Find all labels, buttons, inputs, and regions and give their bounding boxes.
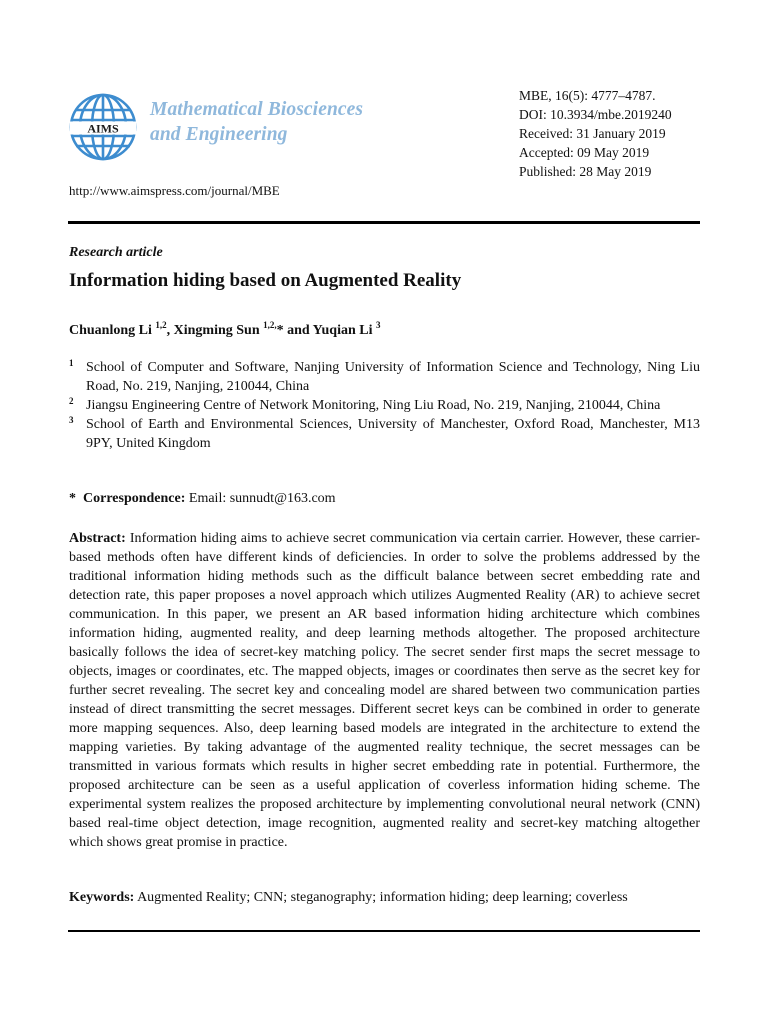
affiliation-list bbox=[69, 358, 700, 453]
affiliation-item bbox=[69, 396, 700, 415]
aims-globe-logo bbox=[68, 92, 138, 162]
meta-accepted: Accepted: 09 May 2019 bbox=[519, 145, 650, 160]
footer-divider bbox=[68, 930, 700, 932]
author-name: Yuqian Li bbox=[312, 323, 373, 338]
affiliation-number: 1 bbox=[69, 358, 74, 368]
abstract-label: Abstract: bbox=[69, 531, 126, 546]
correspondence-label: Correspondence: bbox=[83, 491, 186, 506]
meta-received: Received: 31 January 2019 bbox=[519, 126, 666, 141]
author-name: Xingming Sun bbox=[173, 323, 260, 338]
affiliation-number: 3 bbox=[69, 415, 74, 425]
correspondence bbox=[69, 491, 336, 507]
affiliation-number: 2 bbox=[69, 396, 74, 406]
journal-url[interactable]: http://www.aimspress.com/journal/MBE bbox=[69, 183, 280, 198]
abstract-text: Information hiding aims to achieve secret communication via certain carrier. However, these carrier-based methods often have different kinds of deficiencies. In order to solve the problems addressed by the traditional information hiding methods such as the difficult balance between secret embedding rate and detection rate, this paper proposes a novel approach which utilizes Augmented Reality (AR) to achieve secret communication. In this paper, we present an AR based information hiding architecture which combines information hiding, augmented reality, and deep learning methods altogether. The proposed architecture basically follows the idea of secret-key matching policy. The secret sender first maps the secret message to objects, images or coordinates, etc. The mapped objects, images or coordinates then serve as the secret key for further secret revealing. The secret key and concealing model are shared between two communication parties instead of direct transmitting the secret messages. Different secret keys can be combined in order to generate more mapping sequences. Also, deep learning based models are integrated in the architecture to extend the mapping varieties. By taking advantage of the augmented reality technique, the secret messages can be transmitted in various formats which results in higher secret embedding rate in potential. Furthermore, the proposed architecture can be seen as a useful application of coverless information hiding scheme. The experimental system realizes the proposed architecture by implementing convolutional neural network (CNN) based real-time object detection, image recognition, augmented reality and secret-key matching altogether which shows great promise in practice. bbox=[69, 531, 700, 850]
author-affil-sup: 1,2, bbox=[263, 320, 277, 330]
affiliation-text: School of Computer and Software, Nanjing University of Information Science and Technology, Ning Liu Road, No. 219, Nanjing, 210044, China bbox=[86, 360, 700, 394]
header-divider bbox=[68, 221, 700, 224]
affiliation-item bbox=[69, 358, 700, 396]
author-name: Chuanlong Li bbox=[69, 323, 152, 338]
affiliation-text: Jiangsu Engineering Centre of Network Monitoring, Ning Liu Road, No. 219, Nanjing, 210044, China bbox=[86, 398, 661, 413]
journal-name-line1: Mathematical Biosciences bbox=[150, 99, 364, 120]
keywords-label: Keywords: bbox=[69, 890, 135, 905]
journal-name-line2: and Engineering bbox=[150, 124, 288, 145]
correspondence-marker: * bbox=[69, 491, 76, 506]
keywords bbox=[69, 890, 628, 906]
meta-doi: DOI: 10.3934/mbe.2019240 bbox=[519, 107, 672, 122]
meta-published: Published: 28 May 2019 bbox=[519, 164, 652, 179]
affiliation-text: School of Earth and Environmental Sciences, University of Manchester, Oxford Road, Manchester, M13 9PY, United Kingdom bbox=[86, 417, 700, 451]
author-separator: , bbox=[166, 323, 174, 338]
journal-name bbox=[150, 97, 363, 147]
keywords-text: Augmented Reality; CNN; steganography; information hiding; deep learning; coverless bbox=[137, 890, 628, 905]
meta-citation: MBE, 16(5): 4777–4787. bbox=[519, 88, 656, 103]
logo-text: AIMS bbox=[87, 121, 119, 136]
author-affil-sup: 1,2 bbox=[155, 320, 167, 330]
correspondence-email[interactable]: Email: sunnudt@163.com bbox=[188, 491, 336, 506]
author-separator: * and bbox=[276, 323, 313, 338]
author-affil-sup: 3 bbox=[375, 320, 381, 330]
affiliation-item bbox=[69, 415, 700, 453]
abstract bbox=[69, 529, 700, 852]
article-title: Information hiding based on Augmented Reality bbox=[69, 270, 462, 291]
publication-meta bbox=[519, 86, 672, 181]
article-type: Research article bbox=[69, 245, 163, 260]
author-list bbox=[69, 320, 380, 339]
